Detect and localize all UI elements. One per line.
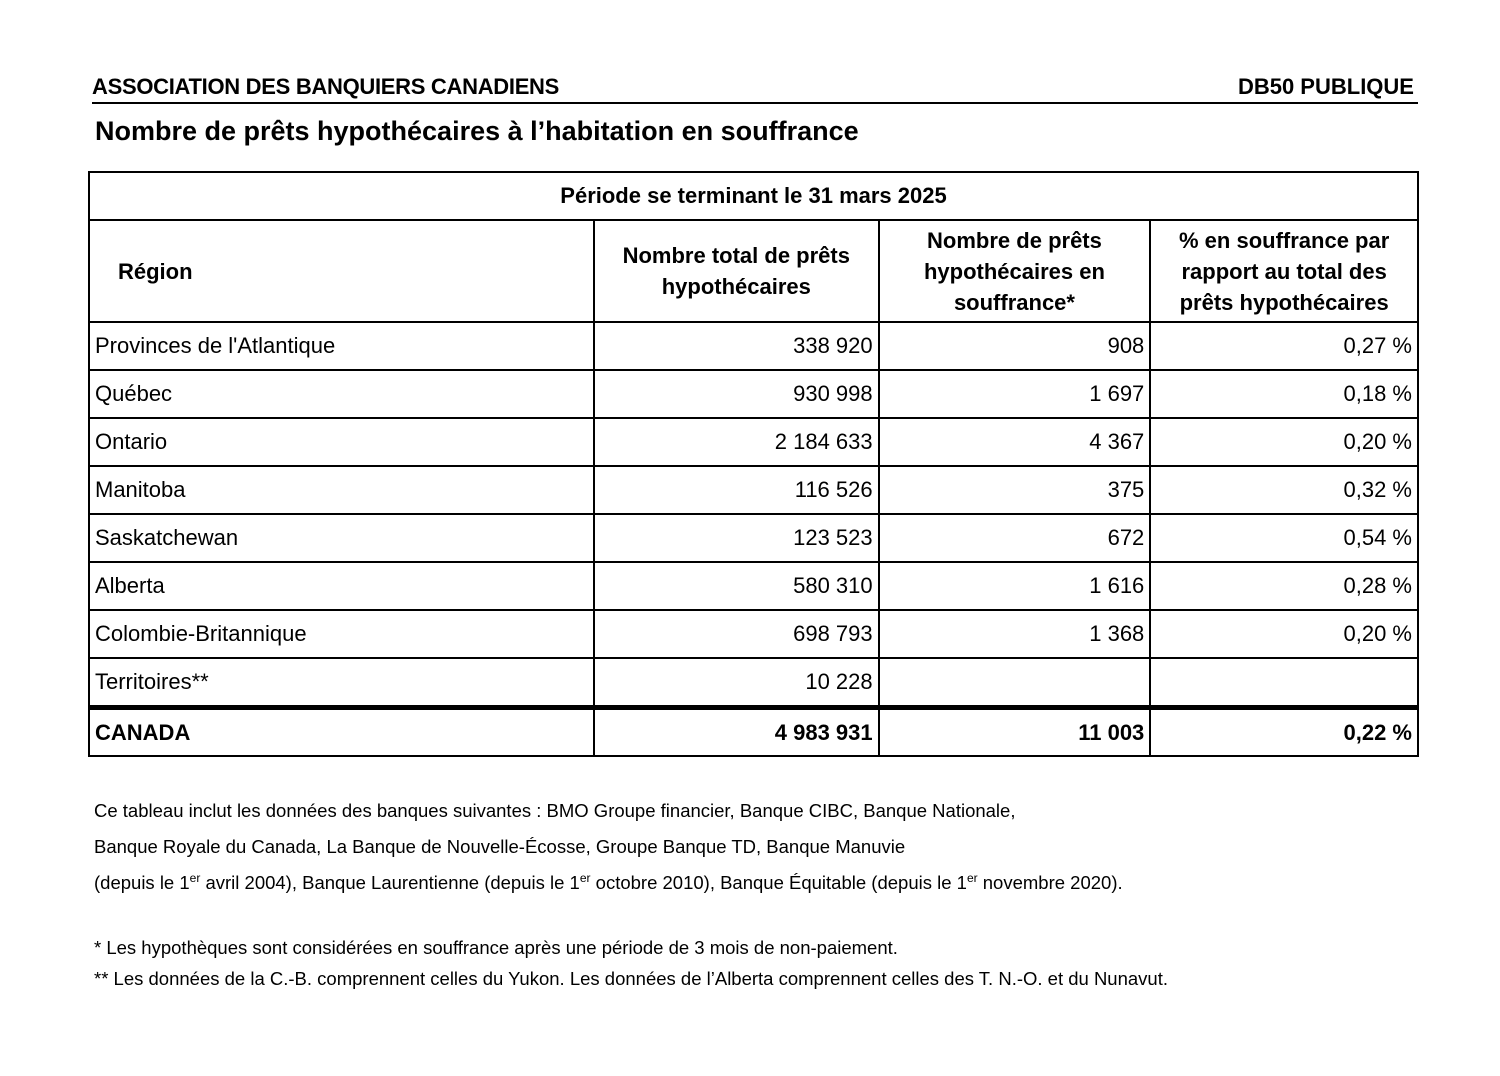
document-header (92, 74, 1418, 104)
arrears-cell (879, 658, 1151, 708)
total-region-cell: CANADA (89, 708, 594, 757)
table-row (89, 658, 1418, 708)
total-cell: 930 998 (594, 370, 879, 418)
total-cell: 116 526 (594, 466, 879, 514)
footnote-territories: ** Les données de la C.-B. comprennent celles du Yukon. Les données de l’Alberta comprennent celles des T. N.-O. et du Nunavut. (94, 968, 1168, 989)
pct-cell: 0,54 % (1150, 514, 1418, 562)
arrears-cell: 672 (879, 514, 1151, 562)
region-cell: Alberta (89, 562, 594, 610)
organization-name: ASSOCIATION DES BANQUIERS CANADIENS (92, 74, 560, 99)
total-cell: 338 920 (594, 322, 879, 370)
pct-cell (1150, 658, 1418, 708)
arrears-cell: 4 367 (879, 418, 1151, 466)
total-cell: 123 523 (594, 514, 879, 562)
banks-note-part: novembre 2020). (977, 872, 1123, 893)
pct-cell: 0,27 % (1150, 322, 1418, 370)
pct-cell: 0,28 % (1150, 562, 1418, 610)
region-cell: Ontario (89, 418, 594, 466)
table-row (89, 514, 1418, 562)
pct-cell: 0,32 % (1150, 466, 1418, 514)
pct-cell: 0,20 % (1150, 610, 1418, 658)
banks-note-line-3 (94, 872, 1123, 894)
footnote-arrears-definition: * Les hypothèques sont considérées en souffrance après une période de 3 mois de non-paiement. (94, 937, 898, 958)
region-cell: Manitoba (89, 466, 594, 514)
total-cell: 580 310 (594, 562, 879, 610)
banks-note-part: avril 2004), Banque Laurentienne (depuis le 1 (200, 872, 580, 893)
total-cell: 10 228 (594, 658, 879, 708)
period-row (89, 172, 1418, 220)
region-cell: Saskatchewan (89, 514, 594, 562)
arrears-cell: 1 616 (879, 562, 1151, 610)
banks-note-part: octobre 2010), Banque Équitable (depuis le 1 (590, 872, 967, 893)
arrears-cell: 1 697 (879, 370, 1151, 418)
column-header-arrears: Nombre de prêts hypothécaires en souffrance* (879, 220, 1151, 322)
arrears-cell: 1 368 (879, 610, 1151, 658)
table-row (89, 562, 1418, 610)
mortgage-arrears-table (88, 171, 1419, 757)
total-arrears-cell: 11 003 (879, 708, 1151, 757)
region-cell: Québec (89, 370, 594, 418)
region-cell: Colombie-Britannique (89, 610, 594, 658)
banks-note-part: (depuis le 1 (94, 872, 190, 893)
region-cell: Territoires** (89, 658, 594, 708)
arrears-cell: 908 (879, 322, 1151, 370)
banks-note-line-2: Banque Royale du Canada, La Banque de Nouvelle-Écosse, Groupe Banque TD, Banque Manuvie (94, 836, 906, 857)
ordinal-superscript: er (189, 871, 201, 885)
period-header: Période se terminant le 31 mars 2025 (89, 172, 1418, 220)
region-cell: Provinces de l'Atlantique (89, 322, 594, 370)
table-row (89, 370, 1418, 418)
total-total-cell: 4 983 931 (594, 708, 879, 757)
column-header-region: Région (89, 220, 594, 322)
total-pct-cell: 0,22 % (1150, 708, 1418, 757)
page-title: Nombre de prêts hypothécaires à l’habitation en souffrance (95, 116, 859, 146)
pct-cell: 0,18 % (1150, 370, 1418, 418)
total-cell: 2 184 633 (594, 418, 879, 466)
column-header-total: Nombre total de prêts hypothécaires (594, 220, 879, 322)
ordinal-superscript: er (966, 871, 978, 885)
ordinal-superscript: er (579, 871, 591, 885)
document-code: DB50 PUBLIQUE (1237, 74, 1414, 99)
banks-note-line-1: Ce tableau inclut les données des banques suivantes : BMO Groupe financier, Banque CIBC, Banque Nationale, (94, 800, 1016, 821)
column-header-pct: % en souffrance par rapport au total des prêts hypothécaires (1150, 220, 1418, 322)
table-row (89, 466, 1418, 514)
total-row (89, 708, 1418, 757)
pct-cell: 0,20 % (1150, 418, 1418, 466)
arrears-cell: 375 (879, 466, 1151, 514)
table-row (89, 610, 1418, 658)
table-row (89, 418, 1418, 466)
column-header-row (89, 220, 1418, 322)
total-cell: 698 793 (594, 610, 879, 658)
table-row (89, 322, 1418, 370)
